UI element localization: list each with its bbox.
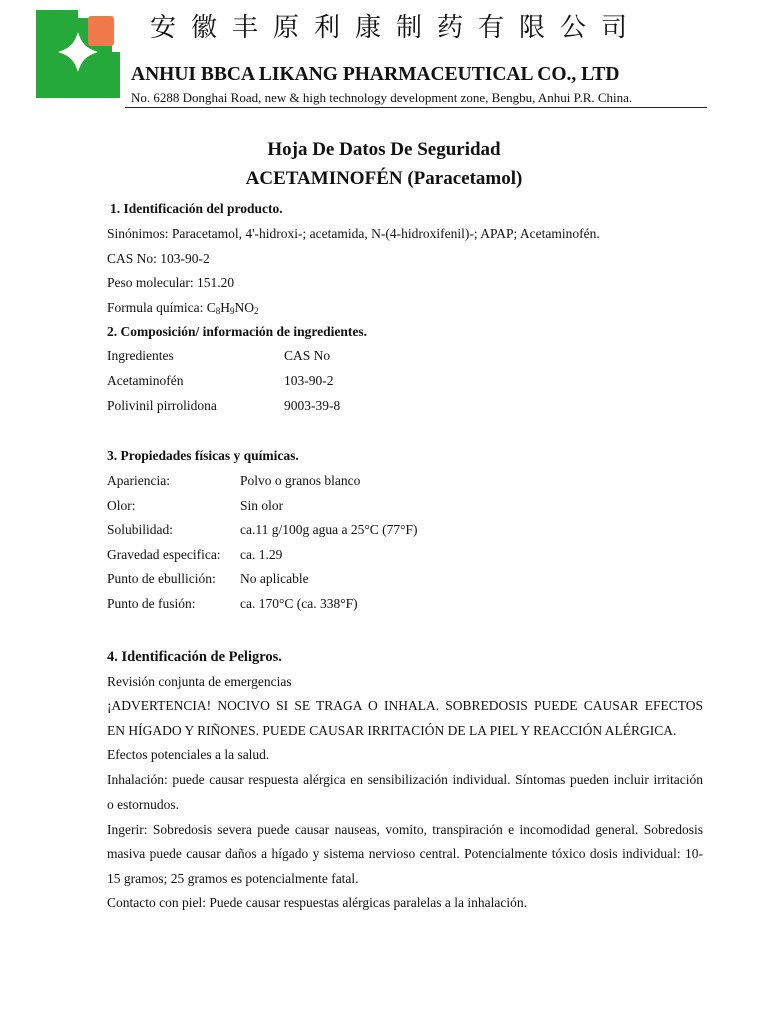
property-value: ca. 1.29 [240, 547, 283, 562]
property-value: No aplicable [240, 571, 309, 586]
section-3-heading: 3. Propiedades físicas y químicas. [107, 448, 299, 463]
ingredient-cas: 9003-39-8 [284, 398, 341, 413]
hazard-text-line: Contacto con piel: Puede causar respuestas alérgicas paralelas a la inhalación. [107, 895, 527, 910]
formula-h: H [220, 300, 230, 315]
header-divider [125, 107, 707, 108]
property-value: Polvo o granos blanco [240, 473, 361, 488]
ingredient-cas: 103-90-2 [284, 373, 334, 388]
hazard-text-line: Inhalación: puede causar respuesta alérgica en sensibilización individual. Síntomas pueden incluir irritación [107, 772, 703, 787]
company-logo [36, 10, 120, 98]
hazard-text-line: Revisión conjunta de emergencias [107, 674, 292, 689]
formula-label: Formula química: [107, 300, 207, 315]
property-label: Punto de ebullición: [107, 571, 216, 586]
ingredients-column-header: Ingredientes [107, 348, 174, 363]
property-label: Solubilidad: [107, 522, 174, 537]
hazard-text-line: 15 gramos; 25 gramos es potencialmente fatal. [107, 871, 359, 886]
property-label: Apariencia: [107, 473, 170, 488]
section-2-heading: 2. Composición/ información de ingredientes. [107, 324, 368, 339]
property-value: Sin olor [240, 498, 284, 513]
property-label: Olor: [107, 498, 136, 513]
warning-text-line: EN HÍGADO Y RIÑONES. PUEDE CAUSAR IRRITACIÓN DE LA PIEL Y REACCIÓN ALÉRGICA. [107, 723, 677, 738]
formula-no: NO [234, 300, 254, 315]
property-label: Punto de fusión: [107, 596, 196, 611]
ingredient-name: Acetaminofén [107, 373, 184, 388]
document-title: Hoja De Datos De Seguridad [267, 139, 501, 160]
hazard-text-line: Efectos potenciales a la salud. [107, 747, 270, 762]
property-value: ca. 170°C (ca. 338°F) [240, 596, 358, 611]
company-english-name: ANHUI BBCA LIKANG PHARMACEUTICAL CO., LTD [131, 64, 620, 85]
cas-number-line: CAS No: 103-90-2 [107, 251, 210, 266]
molecular-weight-line: Peso molecular: 151.20 [107, 275, 235, 290]
hazard-text-line: Ingerir: Sobredosis severa puede causar nauseas, vomito, transpiración e incomodidad general. Sobredosis [107, 822, 703, 837]
property-label: Gravedad especifica: [107, 547, 221, 562]
hazard-text-line: o estornudos. [107, 797, 179, 812]
logo-orange-square [88, 16, 114, 46]
chemical-formula-line [107, 299, 259, 320]
warning-text-line: ¡ADVERTENCIA! NOCIVO SI SE TRAGA O INHALA. SOBREDOSIS PUEDE CAUSAR EFECTOS [107, 698, 703, 713]
company-chinese-name: 安徽丰原利康制药有限公司 [150, 13, 643, 43]
section-4-heading: 4. Identificación de Peligros. [107, 649, 282, 665]
formula-c: C [206, 300, 216, 315]
formula-c-count: 8 [215, 306, 221, 316]
formula-h-count: 9 [230, 306, 235, 316]
product-title: ACETAMINOFÉN (Paracetamol) [245, 168, 523, 189]
company-address: No. 6288 Donghai Road, new & high technology development zone, Bengbu, Anhui P.R. China. [131, 90, 633, 105]
cas-column-header: CAS No [284, 348, 331, 363]
ingredient-name: Polivinil pirrolidona [107, 398, 217, 413]
synonyms-line: Sinónimos: Paracetamol, 4'-hidroxi-; acetamida, N-(4-hidroxifenil)-; APAP; Acetaminofén. [107, 226, 600, 241]
hazard-text-line: masiva puede causar daños a hígado y sistema nervioso central. Potencialmente tóxico dosis individual: 10- [107, 846, 703, 861]
property-value: ca.11 g/100g agua a 25°C (77°F) [240, 522, 418, 537]
formula-no-count: 2 [254, 306, 259, 316]
section-1-heading: 1. Identificación del producto. [110, 201, 283, 216]
